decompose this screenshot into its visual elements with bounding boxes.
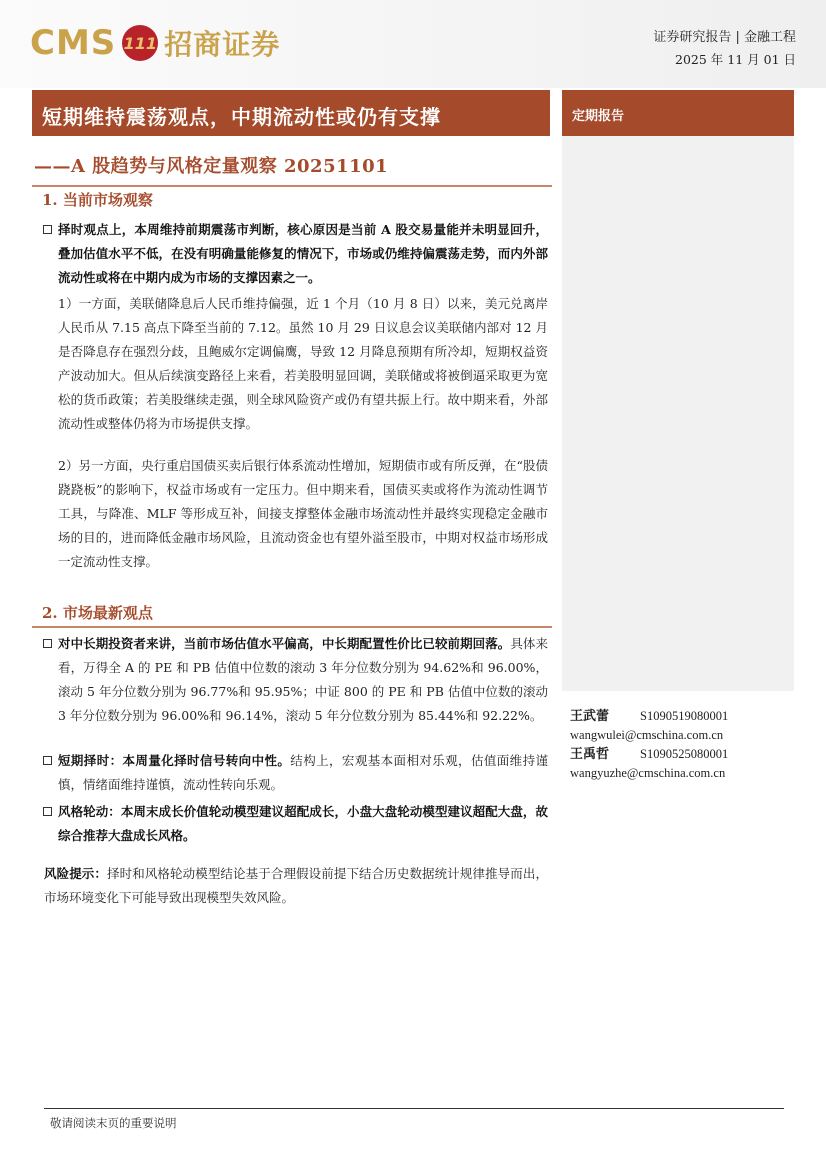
checkbox-bullet-icon bbox=[43, 807, 52, 816]
section-2-bullet-1 bbox=[58, 632, 548, 728]
analyst-email[interactable]: wangyuzhe@cmschina.com.cn bbox=[570, 766, 726, 780]
logo-latin: CMS bbox=[30, 23, 117, 63]
report-subtitle: ——A 股趋势与风格定量观察 20251101 bbox=[34, 156, 389, 177]
bullet-1-bold: 对中长期投资者来讲，当前市场估值水平偏高，中长期配置性价比已较前期回落。 bbox=[58, 636, 511, 651]
analyst-id: S1090525080001 bbox=[640, 747, 729, 761]
side-tag-bar bbox=[562, 90, 794, 136]
checkbox-bullet-icon bbox=[43, 756, 52, 765]
logo-chinese: 招商证券 bbox=[164, 28, 281, 61]
bullet-2-text: 结构上，宏观基本面相对乐观，估值面维持谨慎，情绪面维持谨慎，流动性转向乐观。 bbox=[58, 753, 548, 792]
footer-disclaimer: 敬请阅读末页的重要说明 bbox=[50, 1116, 177, 1130]
company-logo bbox=[30, 20, 280, 66]
section-1-para-1: 1）一方面，美联储降息后人民币维持偏强，近 1 个月（10 月 8 日）以来，美元兑离岸人民币从 7.15 高点下降至当前的 7.12。虽然 10 月 29 日议息会议美联储内部对 12 月是否降息存在强烈分歧，且鲍威尔定调偏鹰，导致 12 月降息预期有所冷却，短期权益资产波动加大。但从后续演变路径上来看，若美股明显回调，美联储或将被倒逼采取更为宽松的货币政策；若美股继续走强，则全球风险资产或仍有望共振上行。故中期来看，外部流动性或整体仍将为市场提供支撑。 bbox=[58, 296, 548, 431]
analyst-email[interactable]: wangwulei@cmschina.com.cn bbox=[570, 728, 724, 742]
section-2-heading: 2. 市场最新观点 bbox=[42, 604, 153, 622]
report-title: 短期维持震荡观点，中期流动性或仍有支撑 bbox=[42, 105, 441, 129]
section-2-bullet-3 bbox=[58, 800, 548, 848]
section-1-para-2: 2）另一方面，央行重启国债买卖后银行体系流动性增加，短期债市或有所反弹，在“股债跷跷板”的影响下，权益市场或有一定压力。但中期来看，国债买卖或将作为流动性调节工具，与降准、MLF 等形成互补，间接支撑整体金融市场流动性并最终实现稳定金融市场的目的，进而降低金融市场风险，且流动资金也有望外溢至股市，中期对权益市场形成一定流动性支撑。 bbox=[58, 458, 548, 569]
analyst-name: 王武蕾 bbox=[570, 709, 610, 724]
analyst-1 bbox=[570, 705, 728, 743]
report-type: 证券研究报告 | 金融工程 bbox=[653, 30, 796, 45]
bullet-1-text: 具体来看，万得全 A 的 PE 和 PB 估值中位数的滚动 3 年分位数分别为 94.62%和 96.00%，滚动 5 年分位数分别为 96.77%和 95.95%；中证 800 的 PE 和 PB 估值中位数的滚动 3 年分位数分别为 96.00%和 96.14%，滚动 5 年分位数分别为 85.44%和 92.22%。 bbox=[58, 636, 548, 723]
risk-label: 风险提示： bbox=[44, 866, 108, 881]
section-2-bullet-2 bbox=[58, 749, 548, 797]
checkbox-bullet-icon bbox=[43, 225, 52, 234]
section-1-bullet bbox=[58, 218, 548, 290]
analyst-name: 王禹哲 bbox=[570, 747, 610, 762]
risk-note bbox=[44, 862, 548, 910]
analyst-id: S1090519080001 bbox=[640, 709, 729, 723]
footer-rule bbox=[44, 1108, 784, 1109]
analyst-2 bbox=[570, 743, 728, 781]
checkbox-bullet-icon bbox=[43, 639, 52, 648]
side-tag: 定期报告 bbox=[572, 109, 625, 124]
title-bar bbox=[32, 90, 550, 136]
section-2-rule bbox=[32, 626, 552, 628]
bullet-3-bold: 风格轮动：本周末成长价值轮动模型建议超配成长，小盘大盘轮动模型建议超配大盘，故综合推荐大盘成长风格。 bbox=[58, 804, 548, 843]
report-date: 2025 年 11 月 01 日 bbox=[675, 52, 796, 67]
section-1-rule-top bbox=[32, 185, 552, 187]
section-1-bullet-text: 择时观点上，本周维持前期震荡市判断，核心原因是当前 A 股交易量能并未明显回升，叠加估值水平不低，在没有明确量能修复的情况下，市场或仍维持偏震荡走势，而内外部流动性或将在中期内成为市场的支撑因素之一。 bbox=[58, 222, 548, 285]
side-panel bbox=[562, 136, 794, 691]
risk-text: 择时和风格轮动模型结论基于合理假设前提下结合历史数据统计规律推导而出，市场环境变化下可能导致出现模型失效风险。 bbox=[44, 866, 548, 905]
section-1-heading: 1. 当前市场观察 bbox=[42, 191, 153, 209]
bullet-2-bold: 短期择时：本周量化择时信号转向中性。 bbox=[58, 753, 291, 768]
logo-mark-icon: 111 bbox=[122, 25, 158, 61]
